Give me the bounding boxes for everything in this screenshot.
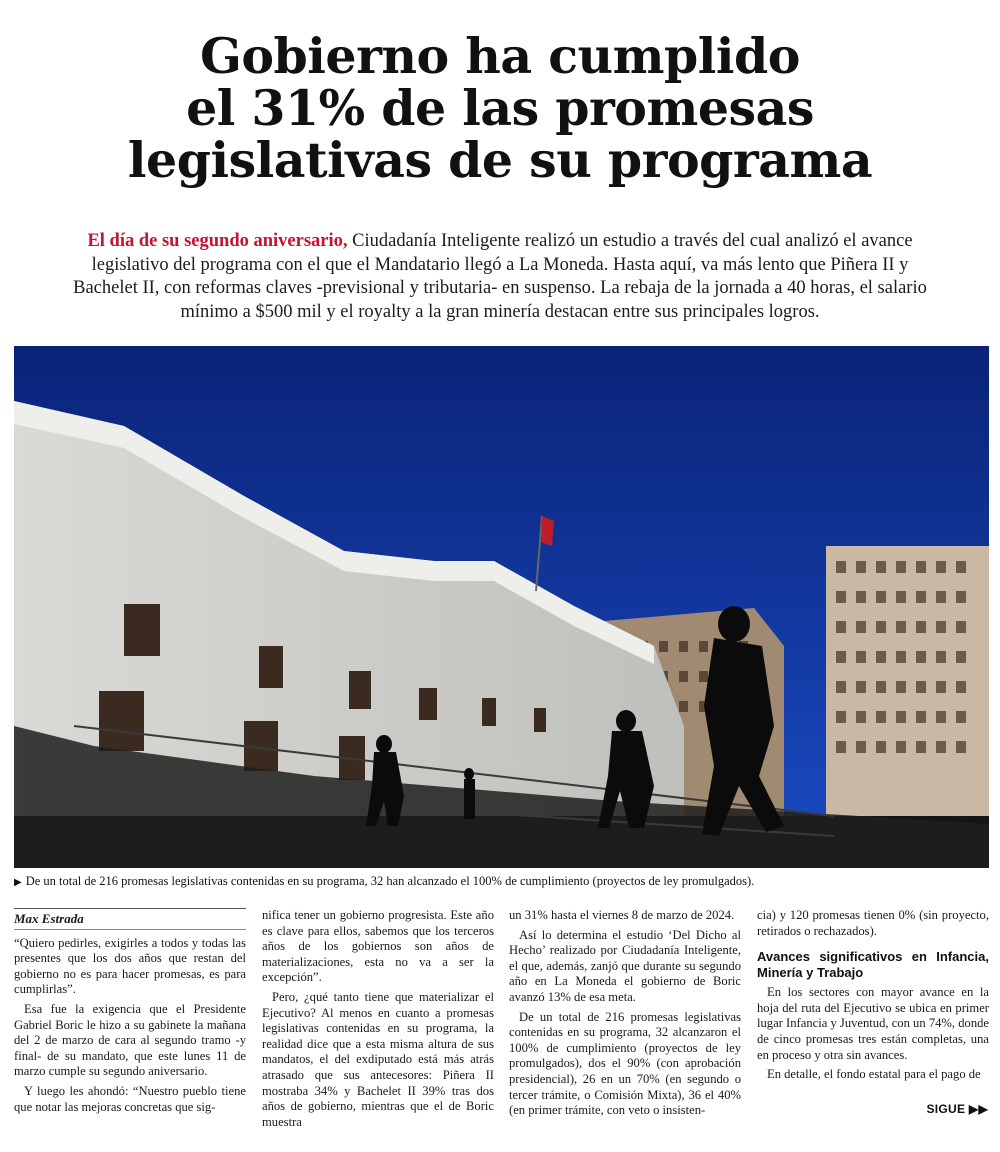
headline-line: legislativas de su programa bbox=[127, 131, 873, 189]
article-column-3 bbox=[509, 908, 741, 1119]
lede-paragraph bbox=[60, 230, 940, 324]
article-paragraph: cia) y 120 promesas tienen 0% (sin proyecto, retirados o rechazados). bbox=[757, 908, 989, 938]
article-paragraph: Pero, ¿qué tanto tiene que materializar el Ejecutivo? Al menos en cuanto a promesas legislativas contenidas en su programa, la realidad dice que a esta misma altura de sus mandatos, el del exdiputado está más atrás atrasado que sus antecesores: Piñera II mostraba 34% y Bachelet II 39% tras dos años de gobierno, mientras que el de Boric muestra bbox=[262, 989, 494, 1129]
section-subhead: Avances significativos en Infancia, Minería y Trabajo bbox=[757, 949, 989, 981]
article-paragraph: Y luego les ahondó: “Nuestro pueblo tiene que notar las mejoras concretas que sig- bbox=[14, 1083, 246, 1114]
article-paragraph: un 31% hasta el viernes 8 de marzo de 2024. bbox=[509, 908, 735, 922]
article-paragraph: “Quiero pedirles, exigirles a todos y todas las presentes que los dos años que restan del gobierno no es para hacer promesas, es para cumplirlas”. bbox=[14, 935, 246, 997]
article-paragraph: Así lo determina el estudio ‘Del Dicho al Hecho’ realizado por Ciudadanía Inteligente, el que, además, zanjó que durante su segundo año en La Moneda el gobierno de Boric avanzó 13% de esa meta. bbox=[509, 927, 741, 1004]
triangle-right-icon: ▶ bbox=[14, 877, 22, 888]
article-paragraph: Esa fue la exigencia que el Presidente Gabriel Boric le hizo a su gabinete la mañana del 2 de marzo de cara al segundo tramo -y final- de su mandato, que este lunes 11 de marzo cumple su segundo aniversario. bbox=[14, 1001, 246, 1079]
la-moneda-photo bbox=[14, 346, 989, 868]
headline-line: el 31% de las promesas bbox=[186, 79, 814, 137]
article-paragraph: En los sectores con mayor avance en la hoja del ruta del Ejecutivo se ubica en primer lugar Infancia y Juventud, con un 74%, donde de cinco promesas tres están completas, una en proceso y otra sin avances. bbox=[757, 985, 989, 1062]
lede-text: Ciudadanía Inteligente realizó un estudio a través del cual analizó el avance legislativo del programa con el que el Mandatario llegó a La Moneda. Hasta aquí, va más lento que Piñera II y Bachelet II, con reformas claves -previsional y tributaria- en suspenso. La rebaja de la jornada a 40 horas, el salario mínimo a $500 mil y el royalty a la gran minería destacan entre sus principales logros. bbox=[73, 231, 927, 322]
article-column-1 bbox=[14, 908, 246, 1115]
continue-link[interactable]: SIGUE ▶▶ bbox=[926, 1102, 988, 1116]
article-column-4 bbox=[757, 908, 989, 1083]
photo-caption-text: De un total de 216 promesas legislativas contenidas en su programa, 32 han alcanzado el 100% de cumplimiento (proyectos de ley promulgados). bbox=[25, 874, 755, 888]
lede-kicker: El día de su segundo aniversario, bbox=[87, 231, 348, 251]
article-paragraph: En detalle, el fondo estatal para el pago de bbox=[767, 1067, 981, 1082]
article-column-2 bbox=[262, 908, 494, 1130]
photo-caption bbox=[14, 873, 989, 891]
headline bbox=[0, 27, 1000, 189]
headline-line: Gobierno ha cumplido bbox=[200, 27, 800, 85]
lead-photo bbox=[14, 346, 989, 868]
article-paragraph: nifica tener un gobierno progresista. Este año es clave para ellos, sabemos que los terceros años de los gobiernos son años de materializaciones, esta no va a ser la excepción”. bbox=[262, 908, 494, 985]
byline: Max Estrada bbox=[14, 908, 246, 930]
article-paragraph: De un total de 216 promesas legislativas contenidas en su programa, 32 alcanzaron el 100% de cumplimiento (proyectos de ley promulgados), dos el 90% (con aprobación presidencial), 26 en un 70% (en segundo o tercer trámite, o Comisión Mixta), 36 el 40% (en primer trámite, con veto o insisten- bbox=[509, 1009, 741, 1118]
